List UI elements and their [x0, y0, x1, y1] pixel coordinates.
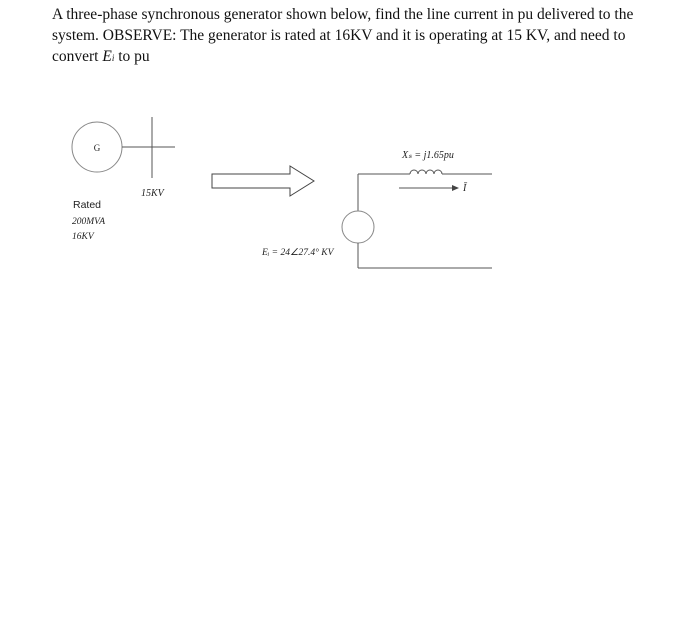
problem-text: A three-phase synchronous generator shown below, find the line current in pu delivered to the system. OBSERVE: The generator is rated at 16KV and it is operating at 15 KV, and need to convert: [52, 6, 634, 65]
rated-title: Rated: [73, 199, 102, 211]
current-label: Ī: [463, 183, 467, 194]
rated-kv: 16KV: [72, 232, 94, 242]
variable-e: E: [102, 48, 112, 65]
generator-label: G: [93, 143, 101, 153]
transform-arrow: [212, 166, 314, 196]
reactance-label: Xₛ = j1.65pu: [402, 150, 454, 161]
reactance-inductor: [410, 170, 442, 174]
bus-voltage-label: 15KV: [141, 188, 164, 199]
variable-e-subscript: i: [111, 53, 115, 63]
emf-label: Eᵢ = 24∠27.4° KV: [262, 248, 334, 258]
problem-text-end: to pu: [114, 48, 150, 65]
emf-source: [342, 211, 374, 243]
current-arrow-head: [452, 185, 459, 191]
rated-mva: 200MVA: [72, 217, 106, 227]
